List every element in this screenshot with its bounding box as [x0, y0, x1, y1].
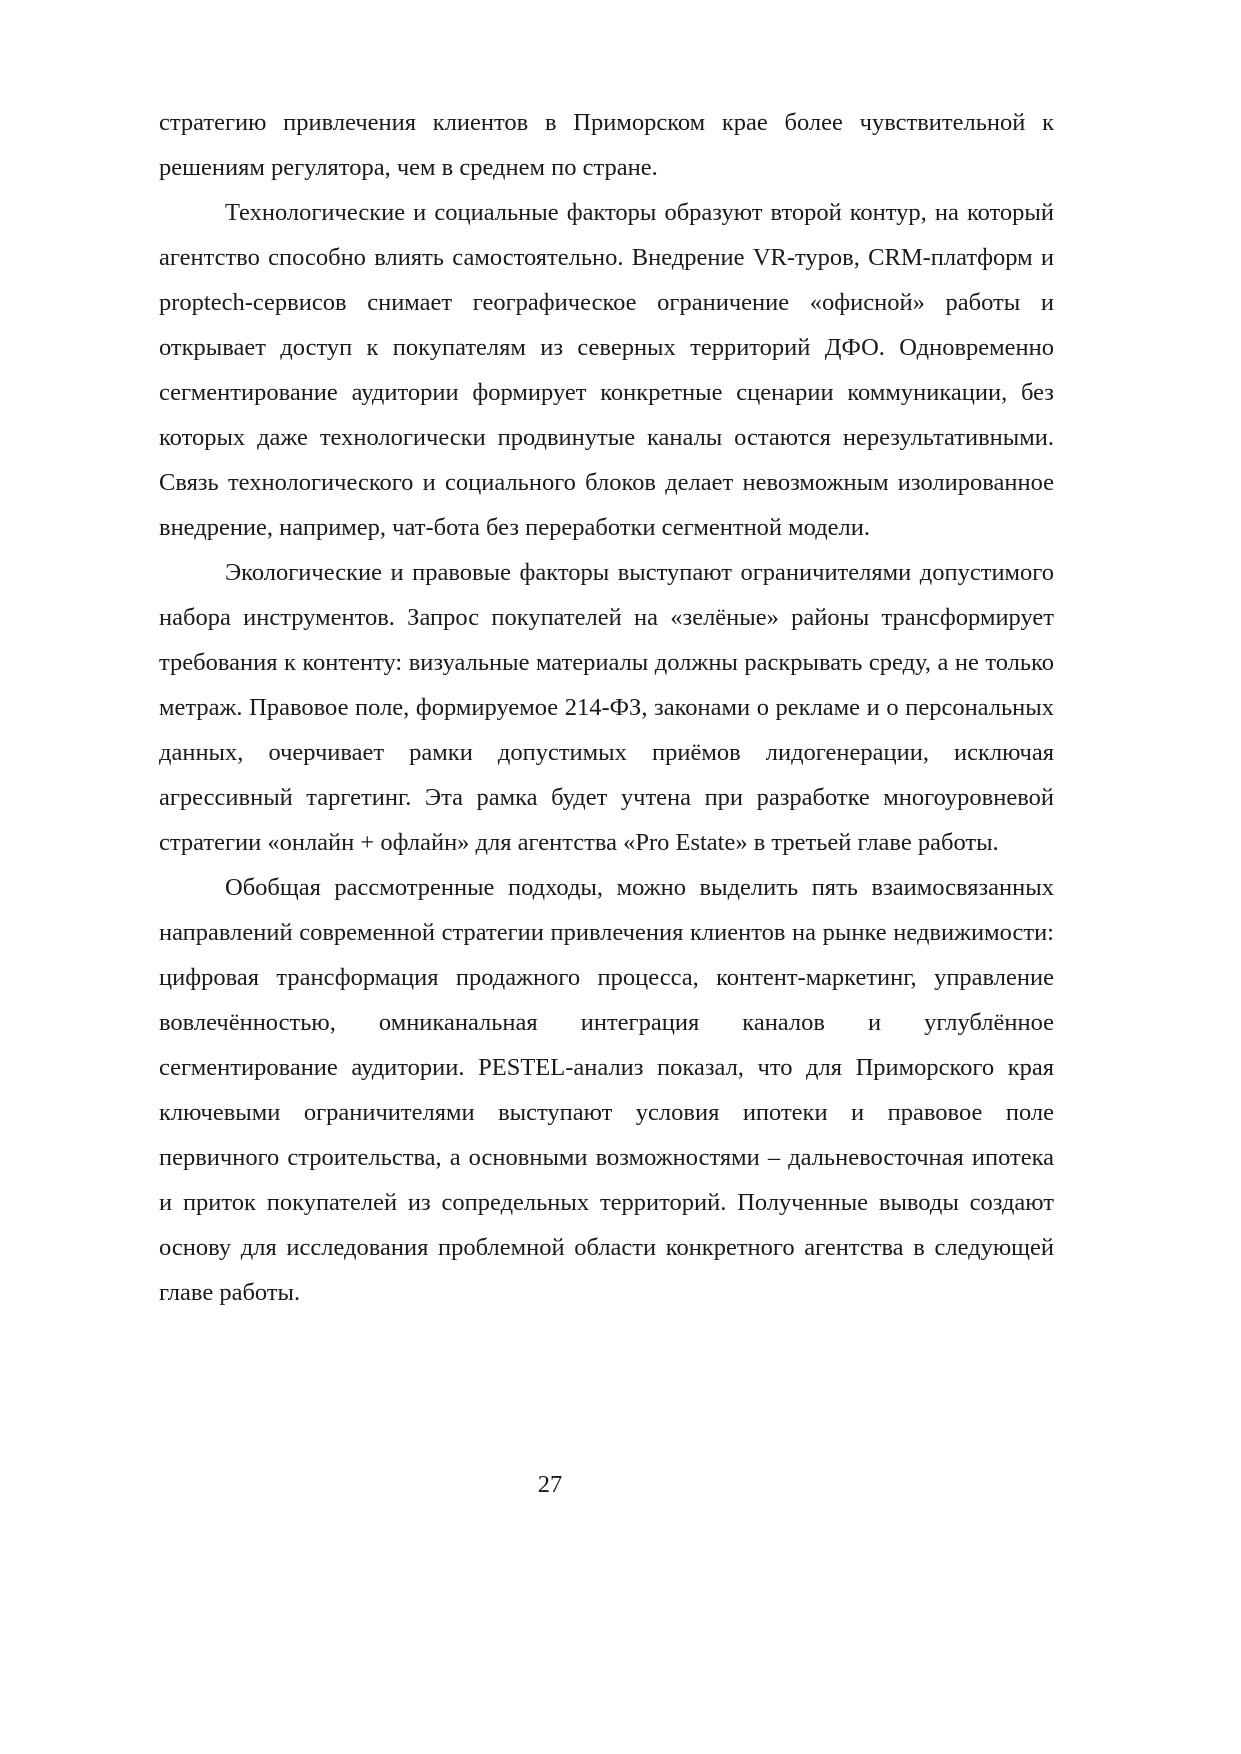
body-text	[159, 100, 1054, 1315]
page-number: 27	[537, 1471, 563, 1498]
paragraph-ecological-legal-factors: Экологические и правовые факторы выступают ограничителями допустимого набора инструментов. Запрос покупателей на «зелёные» районы трансформирует требования к контенту: визуальные материалы должны раскрывать среду, а не только метраж. Правовое поле, формируемое 214-ФЗ, законами о рекламе и о персональных данных, очерчивает рамки допустимых приёмов лидогенерации, исключая агрессивный таргетинг. Эта рамка будет учтена при разработке многоуровневой стратегии «онлайн + офлайн» для агентства «Pro Estate» в третьей главе работы.	[159, 559, 1054, 856]
paragraph-continuation: стратегию привлечения клиентов в Приморском крае более чувствительной к решениям регулятора, чем в среднем по стране.	[159, 109, 1054, 181]
paragraph-summary: Обобщая рассмотренные подходы, можно выделить пять взаимосвязанных направлений современной стратегии привлечения клиентов на рынке недвижимости: цифровая трансформация продажного процесса, контент-маркетинг, управление вовлечённостью, омниканальная интеграция каналов и углублённое сегментирование аудитории. PESTEL-анализ показал, что для Приморского края ключевыми ограничителями выступают условия ипотеки и правовое поле первичного строительства, а основными возможностями – дальневосточная ипотека и приток покупателей из сопредельных территорий. Полученные выводы создают основу для исследования проблемной области конкретного агентства в следующей главе работы.	[159, 874, 1054, 1306]
paragraph-technological-social-factors: Технологические и социальные факторы образуют второй контур, на который агентство способно влиять самостоятельно. Внедрение VR-туров, CRM-платформ и proptech-сервисов снимает географическое ограничение «офисной» работы и открывает доступ к покупателям из северных территорий ДФО. Одновременно сегментирование аудитории формирует конкретные сценарии коммуникации, без которых даже технологически продвинутые каналы остаются нерезультативными. Связь технологического и социального блоков делает невозможным изолированное внедрение, например, чат-бота без переработки сегментной модели.	[159, 199, 1054, 541]
